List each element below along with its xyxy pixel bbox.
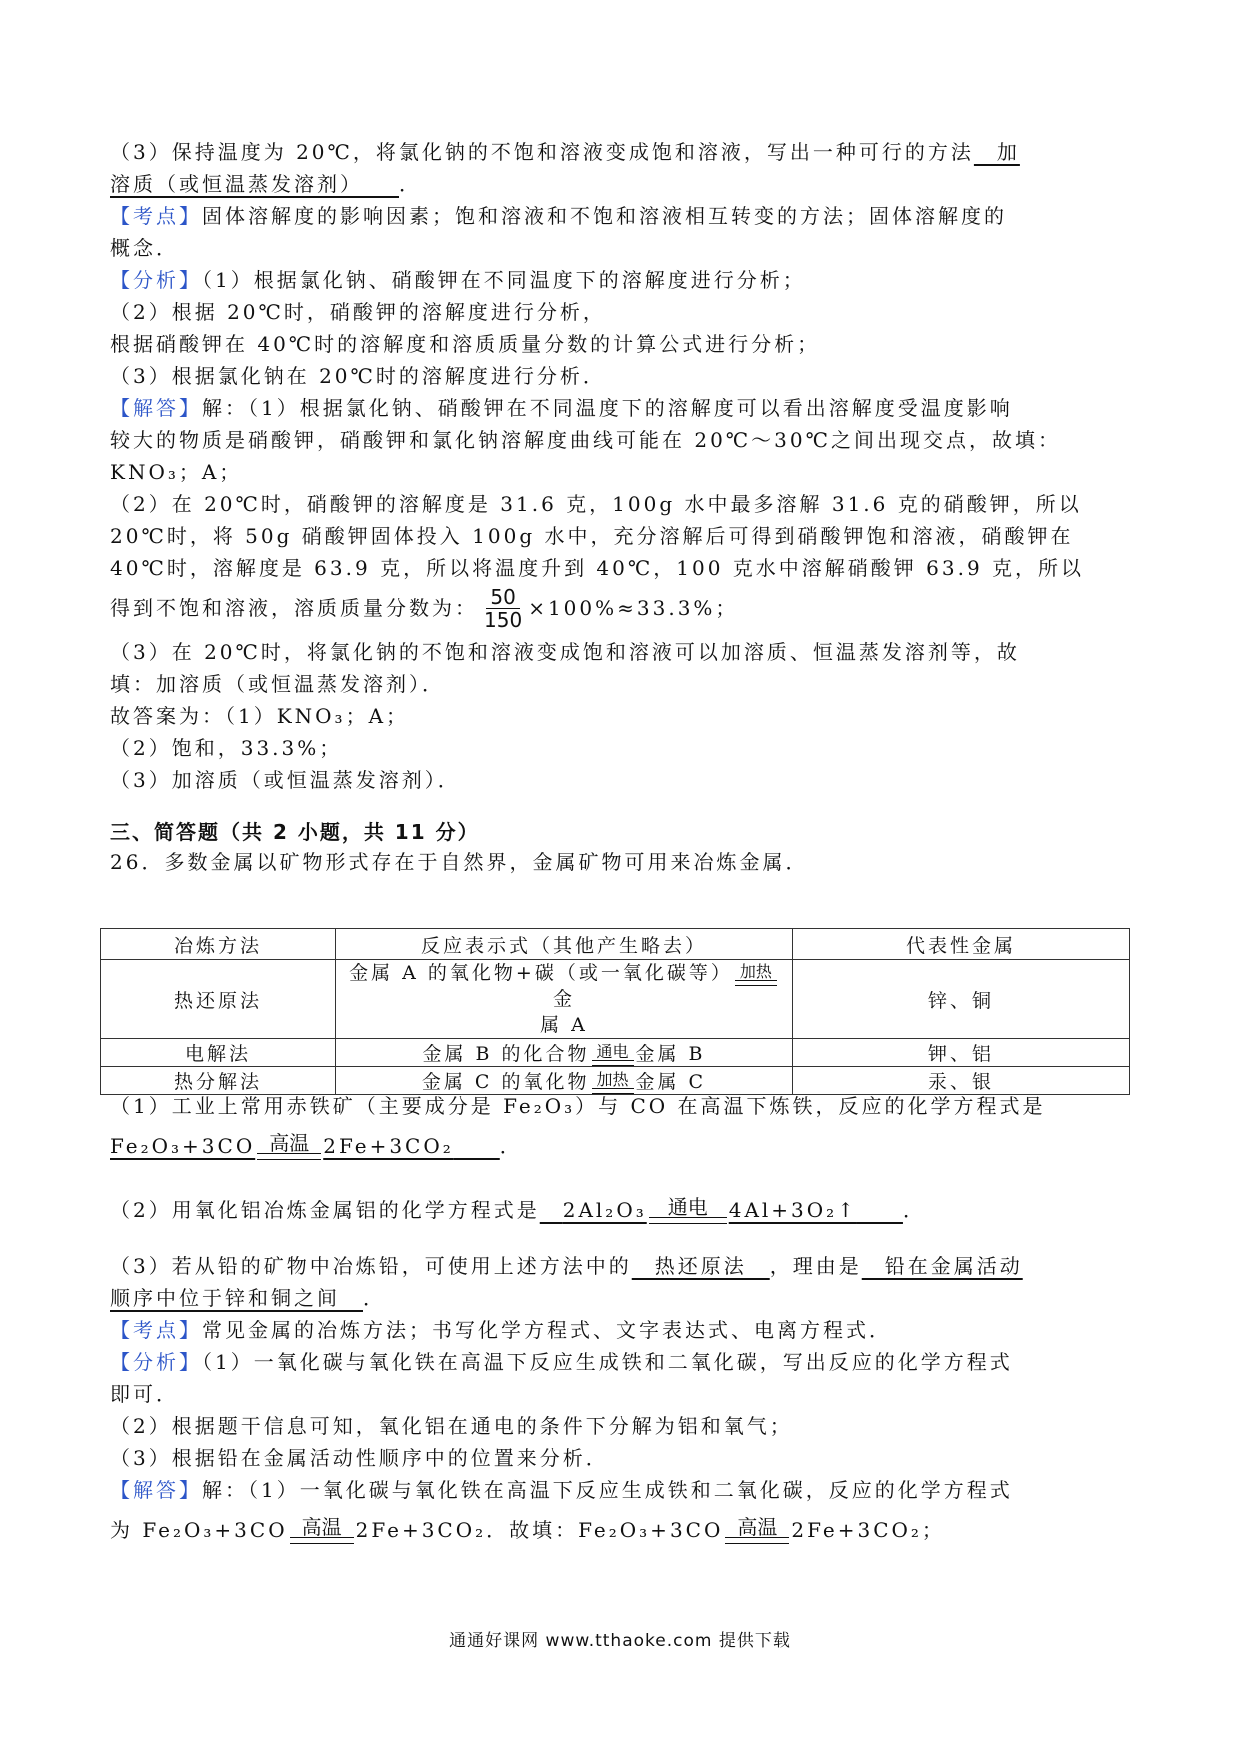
- table-row: [101, 960, 1130, 1039]
- jieda-text: 2Fe+3CO₂；: [791, 1518, 945, 1542]
- table-header: 反应表示式（其他产生略去）: [336, 929, 793, 960]
- equation-left: 2Al₂O₃: [562, 1198, 647, 1222]
- condition-label: 高温: [301, 1514, 342, 1539]
- page-content-lower: [110, 1090, 1130, 1554]
- jieda-text: 填：加溶质（或恒温蒸发溶剂）．: [110, 672, 445, 696]
- question-3-line-2: [110, 168, 1130, 200]
- question-1-text: （1）工业上常用赤铁矿（主要成分是 Fe₂O₃）与 CO 在高温下炼铁，反应的化学方程式是: [110, 1094, 1046, 1118]
- kaodian-tag: 【考点】: [110, 204, 202, 228]
- jieda-line: [110, 392, 1130, 424]
- jieda-text: 解：（1）一氧化碳与氧化铁在高温下反应生成铁和二氧化碳，反应的化学方程式: [202, 1478, 1013, 1502]
- condition-label: 加热: [739, 962, 772, 981]
- answer-blank: 铅在金属活动: [861, 1254, 1023, 1278]
- table-header: 冶炼方法: [101, 929, 336, 960]
- condition-label: 通电: [667, 1194, 708, 1219]
- answer-blank: 加: [973, 140, 1020, 164]
- kaodian-line: [110, 1314, 1130, 1346]
- question-text: （3）保持温度为 20℃，将氯化钠的不饱和溶液变成饱和溶液，写出一种可行的方法: [110, 140, 974, 164]
- condition-equals-sign: [290, 1514, 354, 1544]
- table-header-row: [101, 929, 1130, 960]
- fraction-numerator: 50: [486, 586, 519, 609]
- fenxi-tag: 【分析】: [110, 268, 202, 292]
- answer-blank: 顺序中位于锌和铜之间: [110, 1286, 340, 1310]
- equation-right: 2Fe+3CO₂: [323, 1134, 454, 1158]
- page-content: [110, 136, 1130, 876]
- condition-equals-sign: [735, 964, 777, 986]
- punctuation: ．: [499, 1134, 523, 1158]
- question-3-line: [110, 1250, 1130, 1282]
- condition-equals-sign: [649, 1194, 727, 1224]
- table-cell-method: 热还原法: [101, 960, 336, 1039]
- expression-text: 金属 C 的氧化物: [421, 1071, 590, 1093]
- final-answer: （2）饱和，33.3%；: [110, 736, 343, 760]
- fenxi-line: [110, 1346, 1130, 1378]
- fenxi-text: （1）一氧化碳与氧化铁在高温下反应生成铁和二氧化碳，写出反应的化学方程式: [202, 1350, 1013, 1374]
- jieda-text: 20℃时，将 50g 硝酸钾固体投入 100g 水中，充分溶解后可得到硝酸钾饱和溶液，硝酸钾在: [110, 524, 1074, 548]
- expression-text: 金: [552, 988, 575, 1010]
- kaodian-text: 固体溶解度的影响因素；饱和溶液和不饱和溶液相互转变的方法；固体溶解度的: [202, 204, 1007, 228]
- jieda-text: KNO₃；A；: [110, 460, 243, 484]
- jieda-text: 2Fe+3CO₂．故填：Fe₂O₃+3CO: [355, 1518, 724, 1542]
- fenxi-text: （1）根据氯化钠、硝酸钾在不同温度下的溶解度进行分析；: [202, 268, 806, 292]
- jieda-text: ×100%≈33.3%；: [528, 596, 739, 620]
- fraction: [484, 586, 522, 631]
- fenxi-text: （3）根据铅在金属活动性顺序中的位置来分析．: [110, 1446, 609, 1470]
- expression-text: 金属 A 的氧化物+碳（或一氧化碳等）: [349, 962, 733, 984]
- fenxi-text: 即可．: [110, 1382, 179, 1406]
- question-3-text: ，理由是: [769, 1254, 862, 1278]
- question-3-line-2: [110, 1282, 1130, 1314]
- fenxi-text: （2）根据 20℃时，硝酸钾的溶解度进行分析，: [110, 300, 606, 324]
- question-3-text: （3）若从铅的矿物中冶炼铅，可使用上述方法中的: [110, 1254, 632, 1278]
- jieda-tag: 【解答】: [110, 396, 202, 420]
- question-2-line: [110, 1186, 1130, 1234]
- condition-label: 通电: [596, 1042, 629, 1061]
- fenxi-text: （2）根据题干信息可知，氧化铝在通电的条件下分解为铝和氧气；: [110, 1414, 793, 1438]
- final-answer: （3）加溶质（或恒温蒸发溶剂）．: [110, 768, 461, 792]
- table-header: 代表性金属: [793, 929, 1130, 960]
- table-cell-method: 电解法: [101, 1039, 336, 1067]
- jieda-tag: 【解答】: [110, 1478, 202, 1502]
- answer-blank: 热还原法: [631, 1254, 770, 1278]
- jieda-text: 较大的物质是硝酸钾，硝酸钾和氯化钠溶解度曲线可能在 20℃～30℃之间出现交点，故填：: [110, 428, 1062, 452]
- jieda-line: [110, 1474, 1130, 1506]
- question-2-text: （2）用氧化铝冶炼金属铝的化学方程式是: [110, 1198, 540, 1222]
- fenxi-text: （3）根据氯化钠在 20℃时的溶解度进行分析．: [110, 364, 606, 388]
- expression-text: 金属 B 的化合物: [422, 1043, 590, 1065]
- equation-left: Fe₂O₃+3CO: [110, 1134, 256, 1158]
- kaodian-tag: 【考点】: [110, 1318, 202, 1342]
- fraction-line: [110, 584, 1130, 632]
- question-1-answer: [110, 1122, 1130, 1170]
- section-title: 三、简答题（共 2 小题，共 11 分）: [110, 820, 480, 844]
- table-cell-metal: 锌、铜: [793, 960, 1130, 1039]
- condition-label: 加热: [596, 1070, 629, 1089]
- table-cell-metal: 汞、银: [793, 1067, 1130, 1095]
- condition-equals-sign: [592, 1044, 634, 1066]
- table-cell-method: 热分解法: [101, 1067, 336, 1095]
- kaodian-text-cont: 概念．: [110, 236, 179, 260]
- fenxi-text: 根据硝酸钾在 40℃时的溶解度和溶质质量分数的计算公式进行分析；: [110, 332, 821, 356]
- jieda-text: （2）在 20℃时，硝酸钾的溶解度是 31.6 克，100g 水中最多溶解 31.6 克的硝酸钾，所以: [110, 492, 1082, 516]
- question-3-line: [110, 136, 1130, 168]
- condition-equals-sign: [257, 1130, 321, 1160]
- kaodian-text: 常见金属的冶炼方法；书写化学方程式、文字表达式、电离方程式．: [202, 1318, 892, 1342]
- page-footer: 通通好课网 www.tthaoke.com 提供下载: [449, 1631, 791, 1651]
- punctuation: ．: [902, 1198, 926, 1222]
- condition-equals-sign: [725, 1514, 789, 1544]
- expression-text: 金属 B: [635, 1043, 706, 1065]
- table-cell-metal: 钾、铝: [793, 1039, 1130, 1067]
- question-26-intro: 26．多数金属以矿物形式存在于自然界，金属矿物可用来冶炼金属．: [110, 850, 809, 874]
- jieda-text: 为 Fe₂O₃+3CO: [110, 1518, 288, 1542]
- jieda-text: 40℃时，溶解度是 63.9 克，所以将温度升到 40℃，100 克水中溶解硝酸钾 63.9 克，所以: [110, 556, 1085, 580]
- jieda-text: 得到不饱和溶液，溶质质量分数为：: [110, 596, 478, 620]
- kaodian-line: [110, 200, 1130, 232]
- condition-label: 高温: [737, 1514, 778, 1539]
- final-answer: 故答案为：（1）KNO₃；A；: [110, 704, 410, 728]
- table-cell-expression: [336, 1039, 793, 1067]
- jieda-text: 解：（1）根据氯化钠、硝酸钾在不同温度下的溶解度可以看出溶解度受温度影响: [202, 396, 1013, 420]
- condition-label: 高温: [269, 1130, 310, 1155]
- jieda-equation-line: [110, 1506, 1130, 1554]
- fraction-denominator: 150: [484, 607, 523, 632]
- equation-right: 4Al+3O₂↑: [728, 1198, 857, 1222]
- expression-text: 属 A: [540, 1014, 588, 1036]
- smelting-methods-table: [100, 928, 1130, 1095]
- punctuation: ．: [363, 1286, 386, 1310]
- answer-blank: 溶质（或恒温蒸发溶剂）: [110, 172, 353, 196]
- expression-text: 金属 C: [635, 1071, 707, 1093]
- punctuation: ．: [399, 172, 422, 196]
- table-row: [101, 1039, 1130, 1067]
- fenxi-line: [110, 264, 1130, 296]
- table-cell-expression: [336, 960, 793, 1039]
- fenxi-tag: 【分析】: [110, 1350, 202, 1374]
- jieda-text: （3）在 20℃时，将氯化钠的不饱和溶液变成饱和溶液可以加溶质、恒温蒸发溶剂等，故: [110, 640, 1020, 664]
